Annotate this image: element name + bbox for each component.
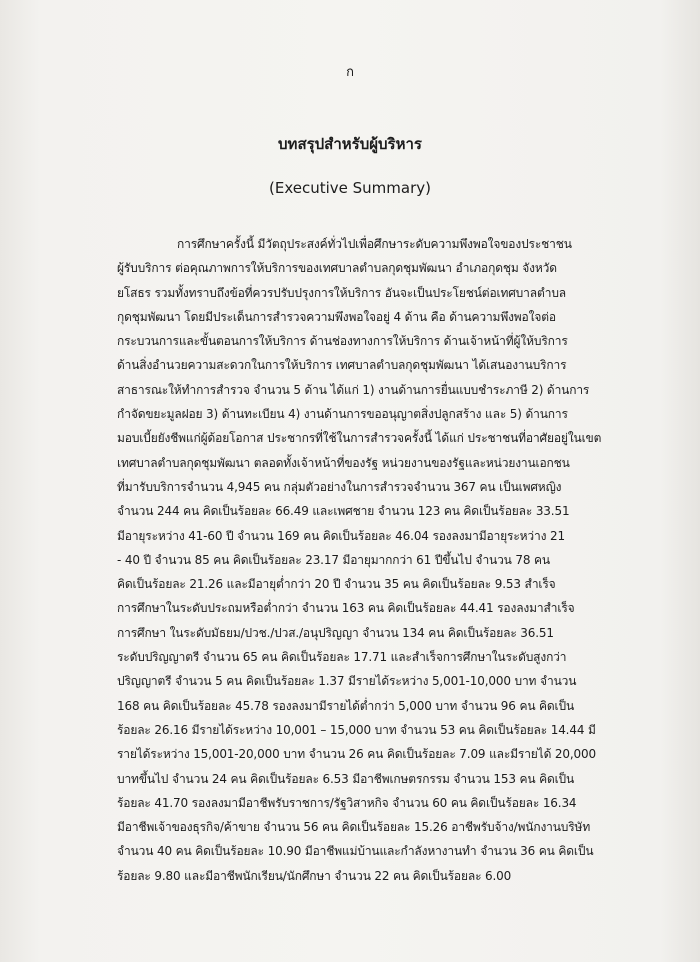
body-line: กระบวนการและขั้นตอนการให้บริการ ด้านช่องทางการให้บริการ ด้านเจ้าหน้าที่ผู้ให้บริการ — [117, 334, 568, 349]
summary-body — [117, 232, 642, 888]
body-line: รายได้ระหว่าง 15,001-20,000 บาท จำนวน 26 คน คิดเป็นร้อยละ 7.09 และมีรายได้ 20,000 — [117, 747, 596, 762]
body-line: - 40 ปี จำนวน 85 คน คิดเป็นร้อยละ 23.17 มีอายุมากกว่า 61 ปีขึ้นไป จำนวน 78 คน — [117, 552, 550, 567]
body-line: การศึกษาในระดับประถมหรือต่ำกว่า จำนวน 163 คน คิดเป็นร้อยละ 44.41 รองลงมาสำเร็จ — [117, 601, 575, 616]
body-line: การศึกษา ในระดับมัธยม/ปวช./ปวส./อนุปริญญา จำนวน 134 คน คิดเป็นร้อยละ 36.51 — [117, 625, 554, 640]
body-line: ระดับปริญญาตรี จำนวน 65 คน คิดเป็นร้อยละ 17.71 และสำเร็จการศึกษาในระดับสูงกว่า — [117, 650, 567, 665]
body-line: จำนวน 244 คน คิดเป็นร้อยละ 66.49 และเพศชาย จำนวน 123 คน คิดเป็นร้อยละ 33.51 — [117, 504, 570, 519]
body-line: ร้อยละ 26.16 มีรายได้ระหว่าง 10,001 – 15,000 บาท จำนวน 53 คน คิดเป็นร้อยละ 14.44 มี — [117, 722, 596, 737]
page-subtitle: (Executive Summary) — [269, 179, 431, 197]
body-line: กำจัดขยะมูลฝอย 3) ด้านทะเบียน 4) งานด้านการขออนุญาตสิ่งปลูกสร้าง และ 5) ด้านการ — [117, 407, 568, 422]
body-line: การศึกษาครั้งนี้ มีวัตถุประสงค์ทั่วไปเพื่อศึกษาระดับความพึงพอใจของประชาชน — [177, 237, 572, 251]
body-line: 168 คน คิดเป็นร้อยละ 45.78 รองลงมามีรายได้ต่ำกว่า 5,000 บาท จำนวน 96 คน คิดเป็น — [117, 698, 575, 713]
body-line: กุดชุมพัฒนา โดยมีประเด็นการสำรวจความพึงพอใจอยู่ 4 ด้าน คือ ด้านความพึงพอใจต่อ — [117, 309, 556, 324]
body-line: ปริญญาตรี จำนวน 5 คน คิดเป็นร้อยละ 1.37 มีรายได้ระหว่าง 5,001-10,000 บาท จำนวน — [117, 674, 577, 689]
body-line: บาทขึ้นไป จำนวน 24 คน คิดเป็นร้อยละ 6.53 มีอาชีพเกษตรกรรม จำนวน 153 คน คิดเป็น — [117, 771, 575, 786]
page-number: ก — [346, 65, 354, 80]
body-line: ผู้รับบริการ ต่อคุณภาพการให้บริการของเทศบาลตำบลกุดชุมพัฒนา อำเภอกุดชุม จังหวัด — [117, 261, 557, 276]
body-line: มีอายุระหว่าง 41-60 ปี จำนวน 169 คน คิดเป็นร้อยละ 46.04 รองลงมามีอายุระหว่าง 21 — [117, 528, 565, 543]
body-line: ยโสธร รวมทั้งทราบถึงข้อที่ควรปรับปรุงการให้บริการ อันจะเป็นประโยชน์ต่อเทศบาลตำบล — [117, 285, 566, 300]
body-line: มอบเบี้ยยังชีพแก่ผู้ด้อยโอกาส ประชากรที่ใช้ในการสำรวจครั้งนี้ ได้แก่ ประชาชนที่อาศัยอยู่ในเขต — [117, 431, 602, 446]
body-line: ที่มารับบริการจำนวน 4,945 คน กลุ่มตัวอย่างในการสำรวจจำนวน 367 คน เป็นเพศหญิง — [117, 479, 562, 494]
body-line: ร้อยละ 9.80 และมีอาชีพนักเรียน/นักศึกษา จำนวน 22 คน คิดเป็นร้อยละ 6.00 — [117, 868, 512, 883]
body-line: สาธารณะให้ทำการสำรวจ จำนวน 5 ด้าน ได้แก่ 1) งานด้านการยื่นแบบชำระภาษี 2) ด้านการ — [117, 382, 590, 397]
body-line: คิดเป็นร้อยละ 21.26 และมีอายุต่ำกว่า 20 ปี จำนวน 35 คน คิดเป็นร้อยละ 9.53 สำเร็จ — [117, 577, 556, 592]
page-title: บทสรุปสำหรับผู้บริหาร — [278, 135, 422, 153]
body-line: เทศบาลตำบลกุดชุมพัฒนา ตลอดทั้งเจ้าหน้าที่ของรัฐ หน่วยงานของรัฐและหน่วยงานเอกชน — [117, 455, 570, 470]
body-line: มีอาชีพเจ้าของธุรกิจ/ค้าขาย จำนวน 56 คน คิดเป็นร้อยละ 15.26 อาชีพรับจ้าง/พนักงานบริษัท — [117, 820, 591, 835]
body-line: ร้อยละ 41.70 รองลงมามีอาชีพรับราชการ/รัฐวิสาหกิจ จำนวน 60 คน คิดเป็นร้อยละ 16.34 — [117, 795, 577, 810]
body-line: ด้านสิ่งอำนวยความสะดวกในการให้บริการ เทศบาลตำบลกุดชุมพัฒนา ได้เสนองานบริการ — [117, 358, 567, 373]
body-line: จำนวน 40 คน คิดเป็นร้อยละ 10.90 มีอาชีพแม่บ้านและกำลังหางานทำ จำนวน 36 คน คิดเป็น — [117, 844, 594, 859]
